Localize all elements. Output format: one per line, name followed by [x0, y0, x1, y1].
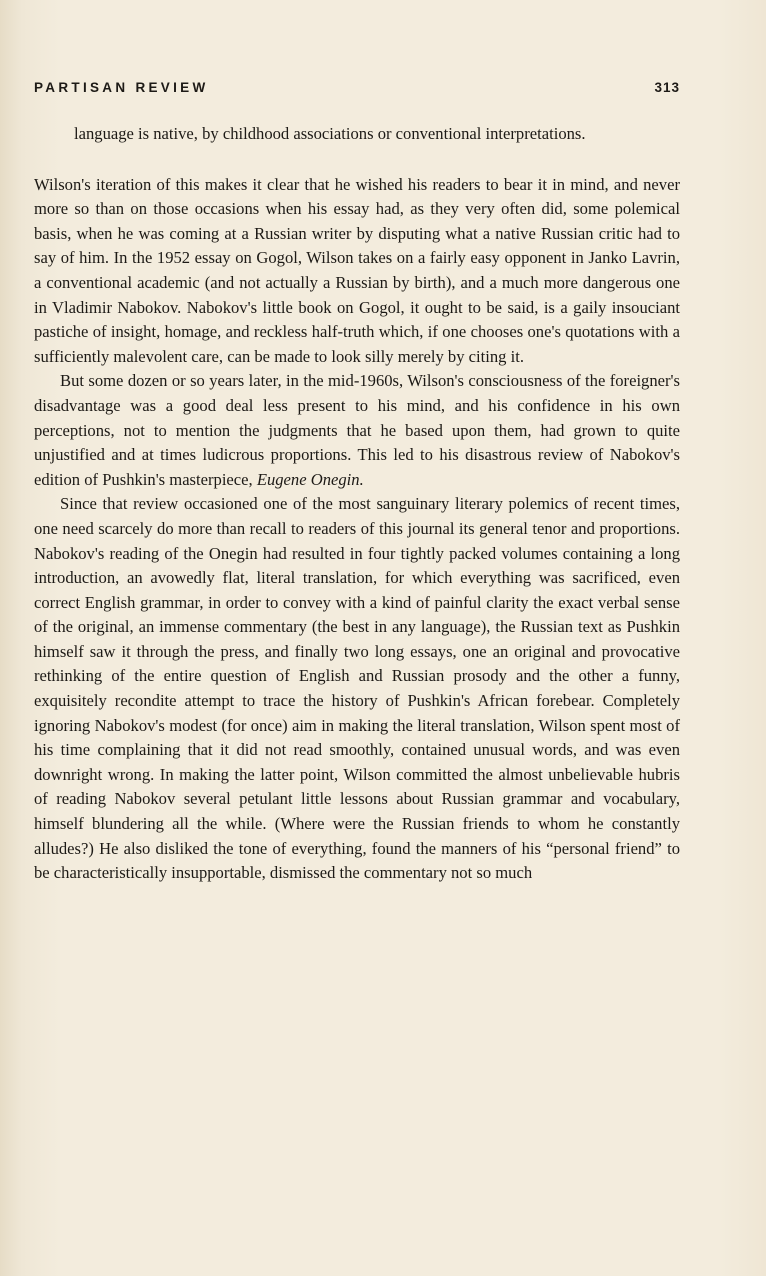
block-quote-continuation: language is native, by childhood associations or conventional interpretations.	[74, 124, 586, 143]
paragraph-review-polemics: Since that review occasioned one of the most sanguinary literary polemics of recent times, one need scarcely do more than recall to readers of this journal its general tenor and proportions. Nabokov's reading of the Onegin had resulted in four tightly packed volumes containing a long introduction, an avowedly flat, literal translation, for which everything was sacrificed, even correct English grammar, in order to convey with a kind of painful clarity the exact verbal sense of the original, an immense commentary (the best in any language), the Russian text as Pushkin himself saw it through the press, and finally two long essays, one an original and provocative rethinking of the entire question of English and Russian prosody and the other a funny, exquisitely recondite attempt to trace the history of Pushkin's African forebear. Completely ignoring Nabokov's modest (for once) aim in making the literal translation, Wilson spent most of his time complaining that it did not read smoothly, contained unusual words, and was even downright wrong. In making the latter point, Wilson committed the almost unbelievable hubris of reading Nabokov several petulant little lessons about Russian grammar and vocabulary, himself blundering all the while. (Where were the Russian friends to whom he constantly alludes?) He also disliked the tone of everything, found the manners of his “personal friend” to be characteristically insupportable, dismissed the commentary not so much	[34, 494, 680, 883]
page-number: 313	[654, 80, 680, 95]
journal-title: PARTISAN REVIEW	[34, 80, 209, 95]
paragraph-mid-1960s	[34, 369, 680, 492]
article-body	[34, 122, 680, 886]
paragraph-mid-1960s-text: But some dozen or so years later, in the mid-1960s, Wilson's consciousness of the foreigner's disadvantage was a good deal less present to his mind, and his confidence in his own perceptions, not to mention the judgments that he based upon them, had grown to quite unjustified and at times ludicrous proportions. This led to his disastrous review of Nabokov's edition of Pushkin's masterpiece,	[34, 371, 680, 489]
paragraph-wilson-iteration: Wilson's iteration of this makes it clear that he wished his readers to bear it in mind, and never more so than on those occasions when his essay had, as they very often did, some polemical basis, when he was coming at a Russian writer by disputing what a native Russian critic had to say of him. In the 1952 essay on Gogol, Wilson takes on a fairly easy opponent in Janko Lavrin, a conventional academic (and not actually a Russian by birth), and a much more dangerous one in Vladimir Nabokov. Nabokov's little book on Gogol, it ought to be said, is a gaily insouciant pastiche of insight, homage, and reckless half-truth which, if one chooses one's quotations with a sufficiently malevolent care, can be made to look silly merely by citing it.	[34, 174, 680, 366]
book-title-eugene-onegin: Eugene Onegin.	[256, 469, 364, 489]
running-header	[34, 80, 680, 104]
